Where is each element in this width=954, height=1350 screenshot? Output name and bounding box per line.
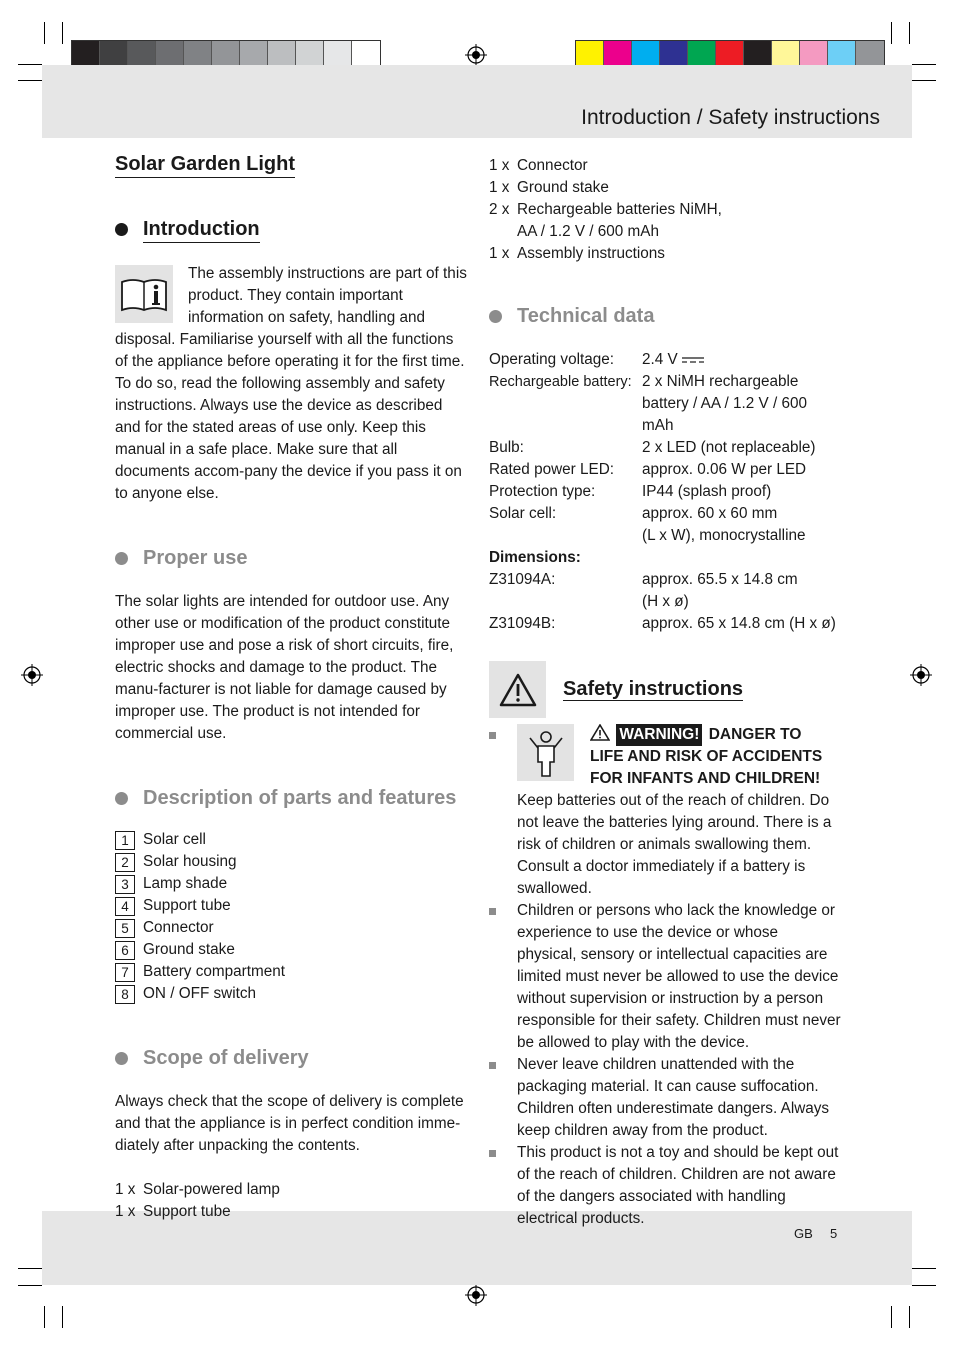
square-bullet-icon (489, 732, 496, 739)
section-heading-safety (489, 661, 841, 718)
list-item (489, 177, 841, 199)
spec-label: Z31094A: (489, 571, 556, 588)
table-row (489, 613, 841, 635)
part-label: ON / OFF switch (143, 985, 257, 1002)
spec-label: Rated power LED: (489, 461, 614, 478)
document-title: Solar Garden Light (115, 151, 295, 178)
crop-mark (18, 80, 42, 81)
left-column (115, 150, 467, 1223)
list-item (115, 983, 467, 1005)
spec-label: Bulb: (489, 439, 524, 456)
spec-label: Operating voltage: (489, 351, 615, 368)
list-item (115, 851, 467, 873)
crop-mark (44, 1306, 45, 1328)
page-number: 5 (830, 1226, 838, 1241)
parts-list (115, 829, 467, 1005)
quantity: 1 x (115, 1203, 136, 1220)
section-heading-proper-use (115, 545, 467, 571)
table-row (489, 371, 841, 437)
spec-value-cont: (L x W), monocrystalline (642, 527, 806, 544)
part-number: 2 (115, 853, 135, 872)
crop-mark (912, 1268, 936, 1269)
crop-mark (909, 1306, 910, 1328)
part-number: 8 (115, 985, 135, 1004)
crop-mark (891, 1306, 892, 1328)
page-header-title: Introduction / Safety instructions (581, 106, 880, 129)
registration-mark-icon (465, 1284, 487, 1306)
item-label: Connector (517, 157, 588, 174)
item-label: Support tube (143, 1203, 231, 1220)
list-item (115, 1201, 467, 1223)
quantity: 1 x (489, 179, 510, 196)
section-bullet-icon (115, 1052, 128, 1065)
list-item (115, 873, 467, 895)
item-label: Rechargeable batteries NiMH, (517, 201, 722, 218)
crop-mark (62, 1306, 63, 1328)
list-item (489, 199, 841, 243)
registration-mark-icon (21, 664, 43, 686)
section-bullet-icon (115, 792, 128, 805)
item-label: Solar-powered lamp (143, 1181, 280, 1198)
intro-text: disposal. Familiarise yourself with all the functions of the appliance before operating it for the first time. To do so, read the following assembly and safety instructions. Always use the device as described and for the stated areas of use only. Keep this manual in a safe place. Make sure that all documents accom-pany the device if you pass it on to anyone else. (115, 331, 465, 502)
right-column (489, 155, 841, 1230)
safety-text: This product is not a toy and should be kept out of the reach of children. Children are not aware of the dangers associated with handling electrical products. (517, 1144, 839, 1227)
dimensions-label: Dimensions: (489, 549, 581, 566)
part-label: Ground stake (143, 941, 235, 958)
list-item (115, 917, 467, 939)
part-label: Lamp shade (143, 875, 228, 892)
table-row (489, 503, 841, 547)
quantity: 1 x (489, 157, 510, 174)
table-row (489, 569, 841, 613)
crop-mark (18, 64, 42, 65)
crop-mark (912, 1285, 936, 1286)
square-bullet-icon (489, 1062, 496, 1069)
crop-mark (891, 22, 892, 44)
dc-symbol-icon (682, 355, 704, 365)
list-item (115, 829, 467, 851)
spec-value-cont: (H x ø) (642, 593, 689, 610)
delivery-heading: Scope of delivery (143, 1047, 309, 1069)
list-item (115, 895, 467, 917)
table-row (489, 459, 841, 481)
spec-value: approx. 0.06 W per LED (642, 461, 807, 478)
crop-mark (44, 22, 45, 44)
spec-value: approx. 60 x 60 mm (642, 505, 778, 522)
quantity: 2 x (489, 201, 510, 218)
list-item (489, 724, 841, 900)
spec-label: Solar cell: (489, 505, 557, 522)
warning-label: WARNING! (616, 724, 702, 746)
square-bullet-icon (489, 1150, 496, 1157)
section-heading-delivery (115, 1045, 467, 1071)
section-bullet-icon (489, 310, 502, 323)
section-heading-parts (115, 785, 467, 811)
part-label: Solar housing (143, 853, 237, 870)
warning-title-3: FOR INFANTS AND CHILDREN! (590, 770, 821, 787)
technical-data-heading: Technical data (517, 305, 655, 327)
warning-title-2: LIFE AND RISK OF ACCIDENTS (590, 748, 823, 765)
registration-mark-icon (910, 664, 932, 686)
part-number: 1 (115, 831, 135, 850)
item-label: Ground stake (517, 179, 609, 196)
intro-text-top: The assembly instructions are part of this product. They contain important information on safety, handling and (188, 265, 467, 326)
safety-heading: Safety instructions (563, 678, 744, 700)
part-number: 4 (115, 897, 135, 916)
info-book-icon (115, 265, 173, 323)
registration-mark-icon (465, 44, 487, 66)
delivery-text: Always check that the scope of delivery is complete and that the appliance is in perfect condition imme-diately after unpacking the contents. (115, 1093, 464, 1154)
table-row (489, 437, 841, 459)
crop-mark (912, 64, 936, 65)
list-item (115, 1179, 467, 1201)
table-row (489, 349, 841, 371)
part-number: 6 (115, 941, 135, 960)
spec-value: IP44 (splash proof) (642, 483, 772, 500)
section-heading-introduction (115, 216, 467, 243)
safety-text: Never leave children unattended with the packaging material. It can cause suffocation. Children often underestimate dangers. Always keep children away from the product. (517, 1056, 830, 1139)
info-block (115, 263, 467, 329)
part-label: Support tube (143, 897, 231, 914)
parts-heading: Description of parts and features (143, 787, 457, 809)
square-bullet-icon (489, 908, 496, 915)
section-bullet-icon (115, 223, 128, 236)
safety-text: Children or persons who lack the knowledge or experience to use the device or whose physical, sensory or intellectual capacities are limited must never be allowed to use the device without supervision or instruction by a person responsible for their safety. Children must never be allowed to play with the device. (517, 902, 841, 1051)
part-number: 3 (115, 875, 135, 894)
introduction-heading: Introduction (143, 216, 260, 243)
spec-value: approx. 65.5 x 14.8 cm (642, 571, 798, 588)
list-item (489, 243, 841, 265)
spec-value: 2 x LED (not replaceable) (642, 439, 816, 456)
spec-value-cont: battery / AA / 1.2 V / 600 mAh (642, 395, 807, 434)
section-heading-technical (489, 303, 841, 329)
table-row (489, 481, 841, 503)
proper-use-heading: Proper use (143, 547, 248, 569)
quantity: 1 x (489, 245, 510, 262)
warning-title-1: DANGER TO (708, 726, 802, 743)
crop-mark (18, 1268, 42, 1269)
child-warning-icon (517, 724, 574, 781)
list-item (489, 1142, 841, 1230)
part-number: 5 (115, 919, 135, 938)
part-label: Solar cell (143, 831, 206, 848)
warning-text: Keep batteries out of the reach of children. Do not leave the batteries lying around. There is a risk of children or animals swallowing them. Consult a doctor immediately if a battery is swallowed. (517, 792, 832, 897)
crop-mark (909, 22, 910, 44)
list-item (489, 155, 841, 177)
small-warning-icon (590, 724, 610, 741)
item-label-cont: AA / 1.2 V / 600 mAh (517, 223, 660, 240)
list-item (115, 961, 467, 983)
part-label: Battery compartment (143, 963, 285, 980)
footer-language: GB (794, 1226, 813, 1241)
list-item (489, 1054, 841, 1142)
crop-mark (912, 80, 936, 81)
spec-label: Protection type: (489, 483, 596, 500)
proper-use-text: The solar lights are intended for outdoor use. Any other use or modification of the product constitute improper use and pose a risk of short circuits, fire, electric shocks and damage to the product. The manu-facturer is not liable for damage caused by improper use. The product is not intended for commercial use. (115, 593, 454, 742)
quantity: 1 x (115, 1181, 136, 1198)
crop-mark (18, 1285, 42, 1286)
item-label: Assembly instructions (517, 245, 665, 262)
spec-value: 2 x NiMH rechargeable (642, 373, 799, 390)
list-item (489, 900, 841, 1054)
part-label: Connector (143, 919, 214, 936)
spec-value: 2.4 V (642, 351, 678, 368)
spec-label: Z31094B: (489, 615, 556, 632)
crop-mark (62, 22, 63, 44)
list-item (115, 939, 467, 961)
warning-triangle-icon (489, 661, 546, 718)
part-number: 7 (115, 963, 135, 982)
spec-label: Rechargeable battery: (489, 374, 632, 390)
spec-value: approx. 65 x 14.8 cm (H x ø) (642, 615, 836, 632)
section-bullet-icon (115, 552, 128, 565)
